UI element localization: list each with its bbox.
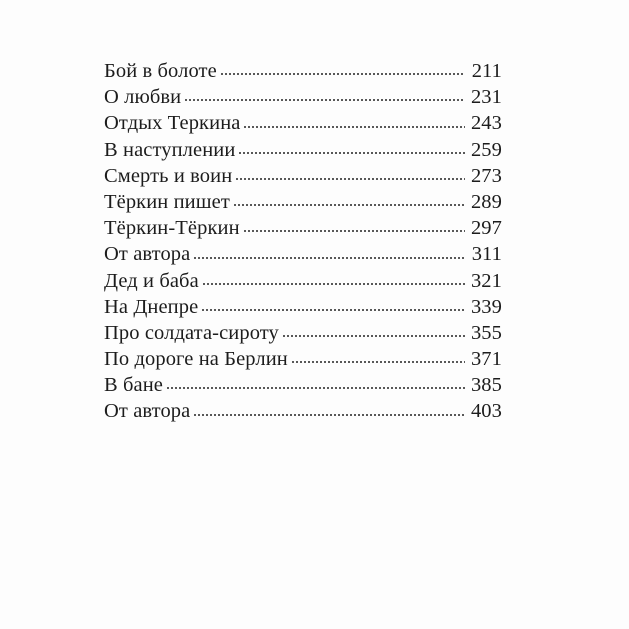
toc-entry-title: По дороге на Берлин [104,348,288,371]
toc-entry [104,241,502,267]
toc-entry-page-number: 371 [470,348,502,371]
toc-entry [104,58,502,84]
toc-entry-title: Про солдата-сироту [104,321,279,344]
toc-entry-title: Тёркин пишет [104,190,230,213]
dot-leader [184,99,465,101]
toc-entry-title: На Днепре [104,295,199,318]
toc-entry [104,110,502,136]
toc-entry [104,268,502,294]
table-of-contents [104,58,502,425]
toc-entry-page-number: 211 [471,60,502,82]
dot-leader [291,361,465,363]
toc-entry-title: Отдых Теркина [104,112,241,135]
toc-entry-title: Дед и баба [104,269,199,292]
toc-entry [104,215,502,241]
toc-entry-title: Бой в болоте [104,60,217,82]
toc-entry-page-number: 311 [471,243,502,266]
dot-leader [238,152,465,154]
toc-entry-title: Тёркин-Тёркин [104,217,240,240]
toc-entry [104,189,502,215]
dot-leader [201,309,465,311]
dot-leader [193,257,465,259]
dot-leader [166,387,465,389]
toc-entry-page-number: 273 [470,164,502,187]
toc-entry-page-number: 243 [470,112,502,135]
toc-entry [104,398,502,424]
toc-entry [104,163,502,189]
toc-entry [104,320,502,346]
dot-leader [193,414,465,416]
toc-entry-title: Смерть и воин [104,164,233,187]
toc-entry-page-number: 289 [470,190,502,213]
toc-entry-title: О любви [104,86,182,109]
toc-entry [104,84,502,110]
toc-entry-page-number: 259 [470,138,502,161]
toc-entry-page-number: 355 [470,321,502,344]
toc-entry [104,137,502,163]
toc-entry [104,372,502,398]
toc-entry-title: В бане [104,374,163,397]
toc-entry-title: От автора [104,400,191,423]
toc-entry-page-number: 321 [470,269,502,292]
toc-entry [104,294,502,320]
toc-entry-page-number: 231 [470,86,502,109]
dot-leader [282,335,465,337]
toc-entry-page-number: 339 [470,295,502,318]
toc-entry-page-number: 403 [470,400,502,423]
toc-entry [104,346,502,372]
dot-leader [220,73,465,75]
dot-leader [243,230,465,232]
toc-entry-title: От автора [104,243,191,266]
dot-leader [233,204,465,206]
toc-entry-title: В наступлении [104,138,236,161]
toc-entry-page-number: 297 [470,217,502,240]
dot-leader [235,178,465,180]
dot-leader [202,283,465,285]
dot-leader [243,126,465,128]
toc-entry-page-number: 385 [470,374,502,397]
